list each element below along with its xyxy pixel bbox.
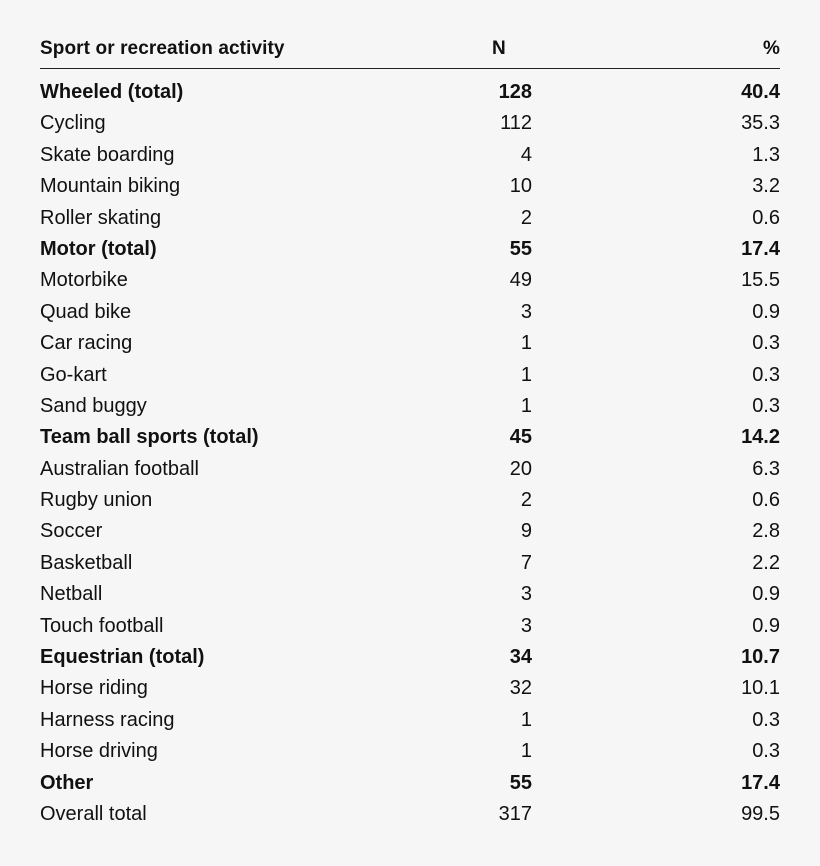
table-row (40, 672, 780, 703)
cell-percent: 0.6 (752, 489, 780, 512)
cell-n: 317 (498, 802, 532, 825)
table-row (40, 76, 780, 107)
cell-percent: 0.3 (752, 740, 780, 763)
cell-activity: Horse driving (40, 740, 158, 763)
cell-percent: 3.2 (752, 175, 780, 198)
table-row (40, 107, 780, 138)
cell-activity: Go-kart (40, 363, 107, 386)
cell-activity: Overall total (40, 802, 147, 825)
cell-n: 4 (520, 143, 532, 166)
table-row (40, 767, 780, 798)
table-row (40, 170, 780, 201)
cell-activity: Sand buggy (40, 394, 147, 417)
table-row (40, 641, 780, 672)
cell-percent: 0.9 (752, 300, 780, 323)
cell-percent: 6.3 (752, 457, 780, 480)
cell-n: 32 (509, 677, 532, 700)
header-n: N (492, 38, 506, 59)
cell-n: 1 (520, 708, 532, 731)
table-row (40, 233, 780, 264)
cell-percent: 0.3 (752, 708, 780, 731)
cell-activity: Skate boarding (40, 143, 175, 166)
cell-percent: 0.3 (752, 332, 780, 355)
cell-percent: 35.3 (741, 112, 780, 135)
cell-percent: 40.4 (741, 81, 780, 103)
cell-n: 3 (520, 300, 532, 323)
cell-n: 3 (520, 614, 532, 637)
cell-n: 2 (520, 489, 532, 512)
cell-n: 20 (509, 457, 532, 480)
cell-n: 55 (509, 771, 532, 794)
cell-activity: Equestrian (total) (40, 646, 205, 669)
header-percent: % (763, 38, 780, 59)
table-row (40, 390, 780, 421)
table-header-row (40, 34, 780, 69)
cell-n: 2 (520, 206, 532, 229)
table-row (40, 264, 780, 295)
cell-n: 45 (509, 426, 532, 449)
table-row (40, 453, 780, 484)
table-row (40, 139, 780, 170)
table-row (40, 202, 780, 233)
cell-n: 1 (520, 332, 532, 355)
cell-n: 9 (520, 520, 532, 543)
cell-activity: Car racing (40, 332, 133, 355)
table-row (40, 515, 780, 546)
cell-n: 1 (520, 394, 532, 417)
activity-table (40, 34, 780, 829)
cell-n: 34 (509, 646, 532, 669)
cell-n: 128 (498, 81, 532, 103)
cell-activity: Quad bike (40, 300, 132, 323)
cell-activity: Cycling (40, 112, 106, 135)
table-row (40, 578, 780, 609)
cell-activity: Wheeled (total) (40, 81, 184, 103)
cell-activity: Team ball sports (total) (40, 426, 259, 449)
cell-n: 1 (520, 363, 532, 386)
table-row (40, 735, 780, 766)
cell-percent: 15.5 (741, 269, 780, 292)
cell-percent: 10.7 (741, 646, 780, 669)
cell-n: 55 (509, 237, 532, 260)
table-body (40, 69, 780, 829)
cell-percent: 17.4 (741, 771, 780, 794)
cell-percent: 0.9 (752, 583, 780, 606)
cell-activity: Basketball (40, 551, 133, 574)
cell-n: 7 (520, 551, 532, 574)
cell-n: 1 (520, 740, 532, 763)
cell-n: 49 (509, 269, 532, 292)
cell-activity: Australian football (40, 457, 199, 480)
cell-percent: 2.2 (752, 551, 780, 574)
cell-activity: Roller skating (40, 206, 162, 229)
cell-activity: Motorbike (40, 269, 128, 292)
table-row (40, 704, 780, 735)
cell-n: 3 (520, 583, 532, 606)
cell-percent: 0.6 (752, 206, 780, 229)
header-activity: Sport or recreation activity (40, 38, 285, 59)
cell-activity: Motor (total) (40, 237, 157, 260)
cell-percent: 14.2 (741, 426, 780, 449)
cell-percent: 0.3 (752, 363, 780, 386)
cell-percent: 0.9 (752, 614, 780, 637)
cell-percent: 99.5 (741, 802, 780, 825)
cell-activity: Soccer (40, 520, 103, 543)
cell-activity: Rugby union (40, 489, 153, 512)
cell-percent: 17.4 (741, 237, 780, 260)
cell-activity: Horse riding (40, 677, 148, 700)
cell-percent: 10.1 (741, 677, 780, 700)
cell-percent: 0.3 (752, 394, 780, 417)
cell-activity: Touch football (40, 614, 164, 637)
cell-n: 10 (509, 175, 532, 198)
table-row (40, 421, 780, 452)
table-row (40, 798, 780, 829)
cell-activity: Other (40, 771, 94, 794)
table-row (40, 610, 780, 641)
cell-activity: Mountain biking (40, 175, 181, 198)
cell-activity: Harness racing (40, 708, 175, 731)
table-row (40, 359, 780, 390)
cell-n: 112 (500, 112, 532, 135)
cell-percent: 1.3 (752, 143, 780, 166)
table-row (40, 327, 780, 358)
table-row (40, 296, 780, 327)
cell-percent: 2.8 (752, 520, 780, 543)
table-row (40, 484, 780, 515)
cell-activity: Netball (40, 583, 103, 606)
table-row (40, 547, 780, 578)
